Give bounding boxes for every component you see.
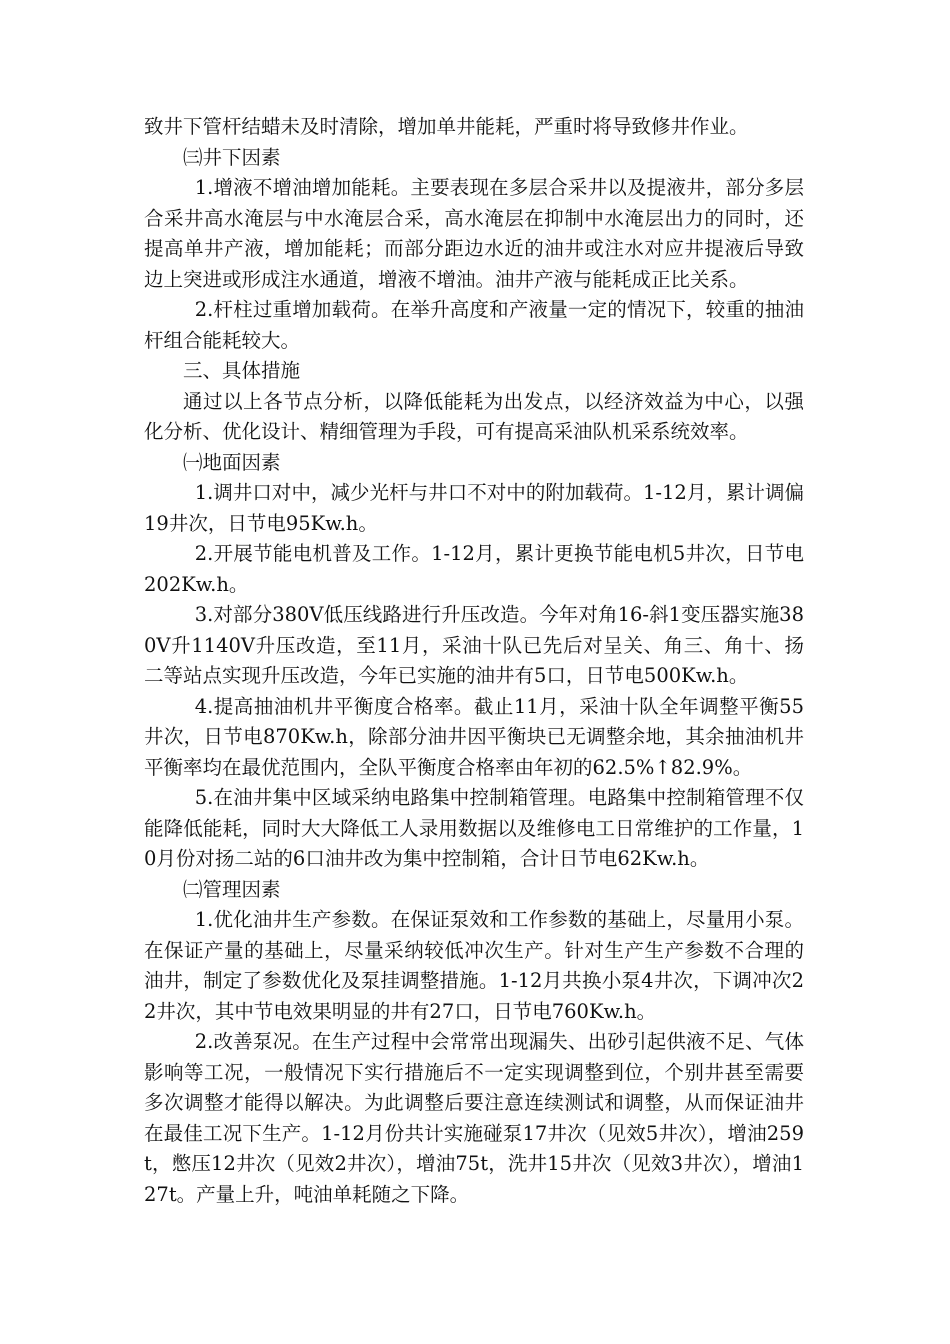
document-body [144, 112, 804, 1210]
paragraph-item-4: 4.提高抽油机井平衡度合格率。截止11月，采油十队全年调整平衡55井次，日节电870Kw.h，除部分油井因平衡块已无调整余地，其余抽油机井平衡率均在最优范围内，全队平衡度合格率由年初的62.5%↑82.9%。 [144, 694, 804, 779]
paragraph-item-1: 1.增液不增油增加能耗。主要表现在多层合采井以及提液井，部分多层合采井高水淹层与中水淹层合采，高水淹层在抑制中水淹层出力的同时，还提高单井产液，增加能耗；而部分距边水近的油井或注水对应井提液后导致边上突进或形成注水通道，增液不增油。油井产液与能耗成正比关系。 [144, 176, 804, 291]
paragraph-intro: 通过以上各节点分析，以降低能耗为出发点，以经济效益为中心，以强化分析、优化设计、精细管理为手段，可有提高采油队机采系统效率。 [144, 389, 804, 443]
paragraph-item-2: 2.开展节能电机普及工作。1-12月，累计更换节能电机5井次，日节电202Kw.h。 [144, 542, 804, 596]
section-heading-surface-factors: ㈠地面因素 [183, 450, 281, 474]
section-heading-management-factors: ㈡管理因素 [183, 877, 281, 901]
paragraph-item-1: 1.调井口对中，减少光杆与井口不对中的附加载荷。1-12月，累计调偏19井次，日节电95Kw.h。 [144, 481, 804, 535]
paragraph-item-5: 5.在油井集中区域采纳电路集中控制箱管理。电路集中控制箱管理不仅能降低能耗，同时大大降低工人录用数据以及维修电工日常维护的工作量，10月份对扬二站的6口油井改为集中控制箱，合计日节电62Kw.h。 [144, 786, 804, 870]
paragraph-item-3: 3.对部分380V低压线路进行升压改造。今年对角16-斜1变压器实施380V升1140V升压改造，至11月，采油十队已先后对呈关、角三、角十、扬二等站点实现升压改造，今年已实施的油井有5口，日节电500Kw.h。 [144, 603, 804, 687]
paragraph-item-1: 1.优化油井生产参数。在保证泵效和工作参数的基础上，尽量用小泵。在保证产量的基础上，尽量采纳较低冲次生产。针对生产生产参数不合理的油井，制定了参数优化及泵挂调整措施。1-12月共换小泵4井次，下调冲次22井次，其中节电效果明显的井有27口，日节电760Kw.h。 [144, 908, 804, 1023]
paragraph-continuation: 致井下管杆结蜡未及时清除，增加单井能耗，严重时将导致修井作业。 [144, 115, 749, 138]
paragraph-item-2: 2.改善泵况。在生产过程中会常常出现漏失、出砂引起供液不足、气体影响等工况，一般情况下实行措施后不一定实现调整到位，个别井甚至需要多次调整才能得以解决。为此调整后要注意连续测试和调整，从而保证油井在最佳工况下生产。1-12月份共计实施碰泵17井次（见效5井次），增油259t，憋压12井次（见效2井次），增油75t，洗井15井次（见效3井次），增油127t。产量上升，吨油单耗随之下降。 [144, 1030, 804, 1206]
section-heading-downhole-factors: ㈢井下因素 [183, 145, 281, 169]
section-heading-measures: 三、具体措施 [183, 359, 301, 382]
paragraph-item-2: 2.杆柱过重增加载荷。在举升高度和产液量一定的情况下，较重的抽油杆组合能耗较大。 [144, 298, 804, 352]
